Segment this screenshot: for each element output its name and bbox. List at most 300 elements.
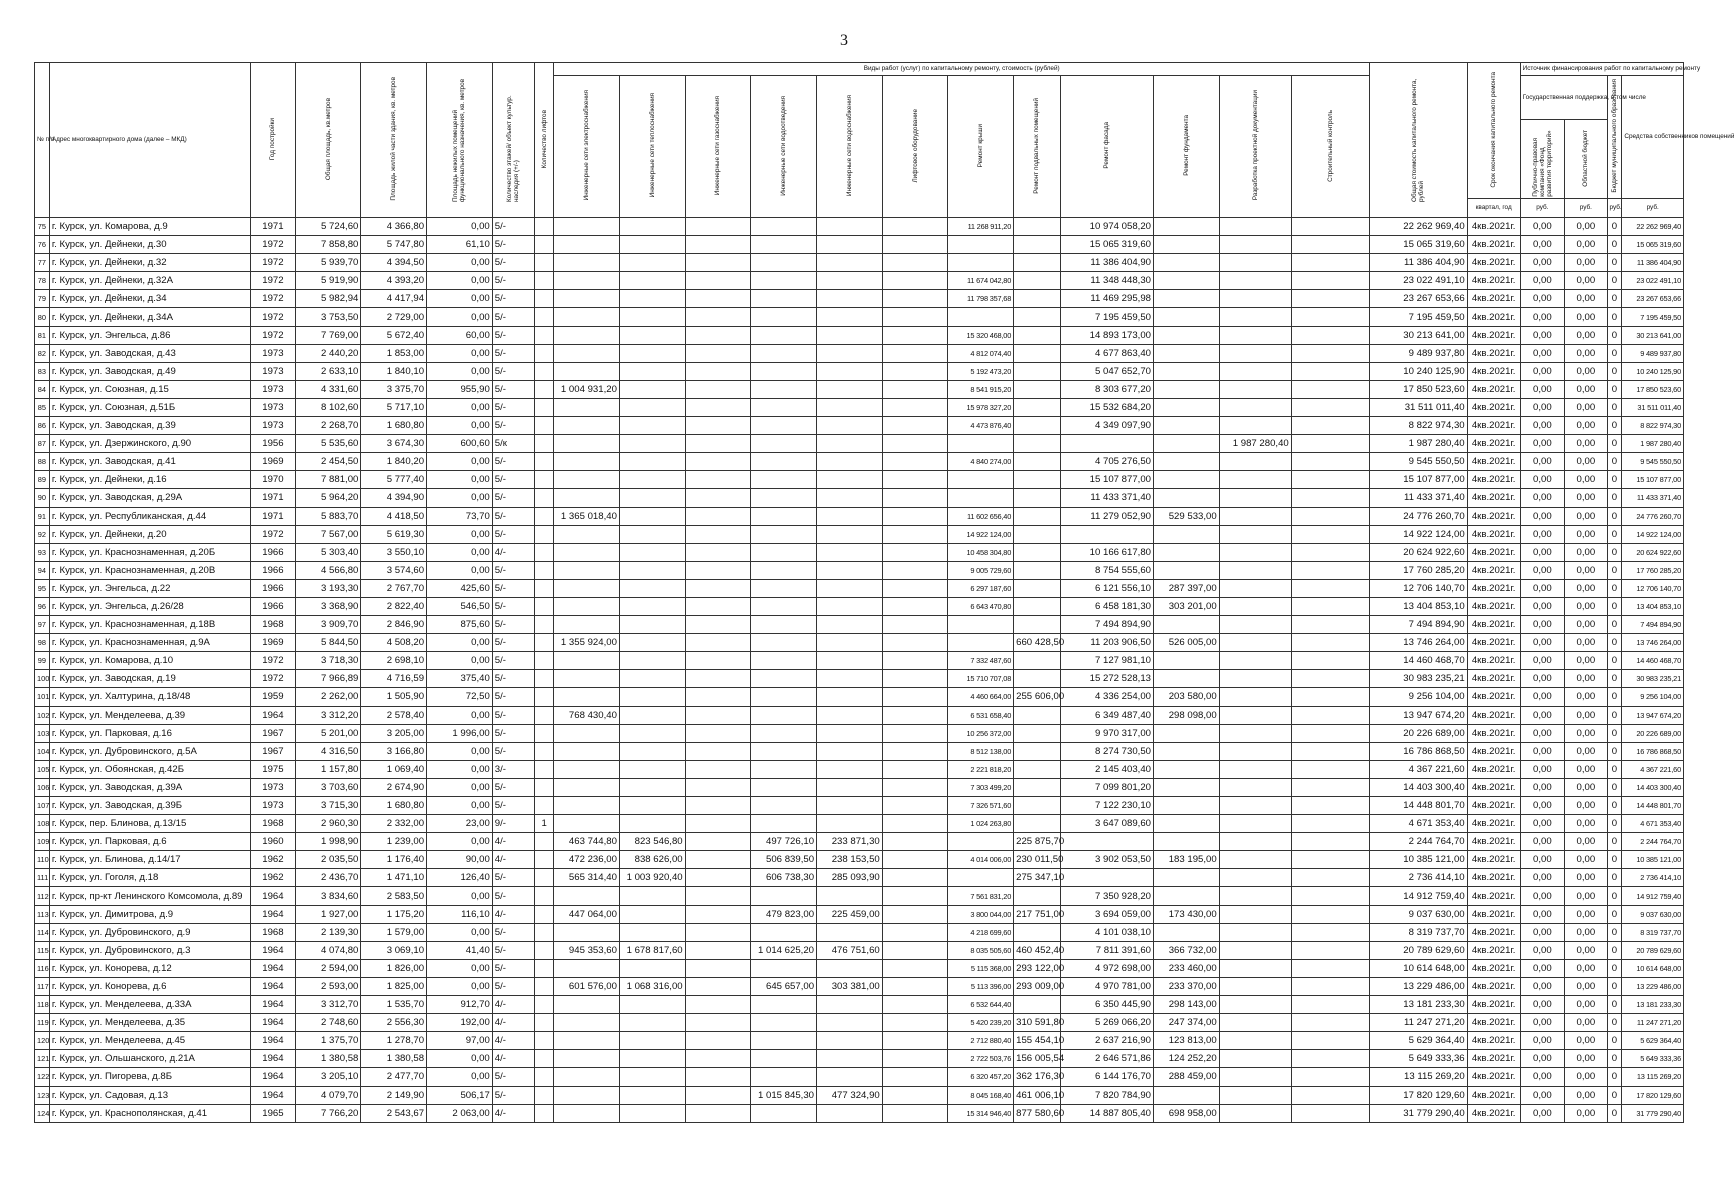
cell-total-area: 2 594,00 [295,959,361,977]
cell-cost-total: 14 912 759,40 [1370,887,1467,905]
cell-nonliving-area: 0,00 [427,760,493,778]
cell-cost-drain [751,435,817,453]
cell-fund: 0,00 [1520,308,1565,326]
cell-nonliving-area: 0,00 [427,344,493,362]
cell-municipal: 0 [1607,525,1622,543]
cell-owners: 10 240 125,90 [1622,362,1684,380]
cell-total-area: 7 858,80 [295,236,361,254]
cell-cost-lift [882,579,948,597]
cell-cost-gas [685,869,751,887]
cell-cost-heat [619,272,685,290]
cell-cost-facade: 3 694 059,00 [1060,905,1153,923]
cell-cost-control [1291,742,1369,760]
cell-deadline: 4кв.2021г. [1467,905,1520,923]
cell-cost-basement: 293 009,00 [1014,977,1061,995]
cell-cost-gas [685,706,751,724]
cell-cost-drain [751,688,817,706]
cell-cost-lift [882,923,948,941]
cell-living-area: 3 574,60 [361,561,427,579]
cell-year: 1964 [251,1086,296,1104]
cell-year: 1964 [251,887,296,905]
cell-cost-design [1219,1068,1291,1086]
cell-cost-heat [619,308,685,326]
cell-nonliving-area: 0,00 [427,453,493,471]
cell-regional: 0,00 [1565,579,1607,597]
cell-cost-heat [619,815,685,833]
cell-fund: 0,00 [1520,1104,1565,1122]
cell-deadline: 4кв.2021г. [1467,760,1520,778]
cell-cost-water [817,1068,883,1086]
cell-cost-design [1219,634,1291,652]
cell-cost-heat: 838 626,00 [619,851,685,869]
cell-total-area: 4 074,80 [295,941,361,959]
cell-municipal: 0 [1607,471,1622,489]
cell-cost-water [817,760,883,778]
cell-cost-total: 13 115 269,20 [1370,1068,1467,1086]
cell-total-area: 7 766,20 [295,1104,361,1122]
cell-cost-heat [619,489,685,507]
cell-nonliving-area: 1 996,00 [427,724,493,742]
cell-cost-heat [619,344,685,362]
cell-regional: 0,00 [1565,471,1607,489]
cell-row-number: 121 [35,1050,50,1068]
cell-deadline: 4кв.2021г. [1467,218,1520,236]
cell-nonliving-area: 90,00 [427,851,493,869]
cell-lifts [535,507,554,525]
cell-regional: 0,00 [1565,1068,1607,1086]
cell-cost-gas [685,525,751,543]
table-row [35,616,1684,634]
cell-cost-electro [554,236,620,254]
cell-living-area: 4 418,50 [361,507,427,525]
cell-cost-facade: 7 127 981,10 [1060,652,1153,670]
cell-row-number: 101 [35,688,50,706]
cell-cost-facade: 11 203 906,50 [1060,634,1153,652]
cell-nonliving-area: 73,70 [427,507,493,525]
cell-cost-design [1219,308,1291,326]
cell-cost-heat: 823 546,80 [619,833,685,851]
cell-row-number: 78 [35,272,50,290]
cell-cost-design [1219,887,1291,905]
cell-row-number: 97 [35,616,50,634]
cell-cost-lift [882,833,948,851]
cell-municipal: 0 [1607,579,1622,597]
cell-cost-foundation: 287 397,00 [1154,579,1220,597]
cell-cost-design [1219,1014,1291,1032]
cell-cost-facade: 15 107 877,00 [1060,471,1153,489]
cell-address: г. Курск, ул. Краснознаменная, д.20В [49,561,250,579]
cell-year: 1964 [251,959,296,977]
cell-cost-roof: 1 024 263,80 [948,815,1014,833]
cell-cost-roof [948,833,1014,851]
header-no: № п/п [35,63,50,218]
cell-floors: 5/- [492,742,534,760]
cell-cost-heat [619,507,685,525]
cell-cost-gas [685,923,751,941]
cell-cost-roof: 9 005 729,60 [948,561,1014,579]
cell-cost-design [1219,362,1291,380]
cell-fund: 0,00 [1520,1086,1565,1104]
cell-cost-heat [619,923,685,941]
cell-floors: 5/- [492,417,534,435]
header-drain: Инженерные сети водоотведения [751,76,817,218]
cell-nonliving-area: 61,10 [427,236,493,254]
cell-year: 1965 [251,1104,296,1122]
cell-total-area: 4 331,60 [295,380,361,398]
cell-owners: 20 226 689,00 [1622,724,1684,742]
table-row [35,380,1684,398]
cell-total-area: 3 205,10 [295,1068,361,1086]
cell-deadline: 4кв.2021г. [1467,453,1520,471]
cell-row-number: 102 [35,706,50,724]
cell-cost-basement [1014,616,1061,634]
cell-row-number: 96 [35,597,50,615]
cell-deadline: 4кв.2021г. [1467,380,1520,398]
cell-row-number: 103 [35,724,50,742]
cell-address: г. Курск, ул. Дейнеки, д.16 [49,471,250,489]
cell-cost-roof: 7 326 571,60 [948,797,1014,815]
cell-cost-electro [554,923,620,941]
cell-cost-foundation [1154,398,1220,416]
cell-cost-design [1219,489,1291,507]
cell-floors: 5/- [492,724,534,742]
cell-lifts [535,634,554,652]
cell-cost-water [817,670,883,688]
cell-cost-gas [685,833,751,851]
cell-cost-control [1291,869,1369,887]
cell-nonliving-area: 116,10 [427,905,493,923]
table-row [35,742,1684,760]
cell-cost-heat [619,435,685,453]
cell-cost-control [1291,724,1369,742]
cell-municipal: 0 [1607,688,1622,706]
cell-owners: 7 494 894,90 [1622,616,1684,634]
cell-municipal: 0 [1607,362,1622,380]
cell-cost-water [817,815,883,833]
table-row [35,579,1684,597]
cell-cost-drain [751,742,817,760]
cell-floors: 5/- [492,1086,534,1104]
cell-address: г. Курск, ул. Краснознаменная, д.9А [49,634,250,652]
cell-cost-facade: 4 101 038,10 [1060,923,1153,941]
cell-deadline: 4кв.2021г. [1467,996,1520,1014]
cell-floors: 4/- [492,1050,534,1068]
cell-cost-facade: 3 647 089,60 [1060,815,1153,833]
cell-deadline: 4кв.2021г. [1467,543,1520,561]
cell-deadline: 4кв.2021г. [1467,290,1520,308]
cell-cost-electro: 1 365 018,40 [554,507,620,525]
cell-cost-electro [554,326,620,344]
cell-municipal: 0 [1607,326,1622,344]
cell-deadline: 4кв.2021г. [1467,815,1520,833]
cell-cost-heat [619,670,685,688]
cell-cost-heat: 1 003 920,40 [619,869,685,887]
cell-cost-electro: 1 355 924,00 [554,634,620,652]
cell-cost-water [817,236,883,254]
cell-owners: 10 614 648,00 [1622,959,1684,977]
cell-municipal: 0 [1607,489,1622,507]
cell-cost-facade [1060,869,1153,887]
cell-cost-basement [1014,453,1061,471]
cell-cost-control [1291,525,1369,543]
cell-regional: 0,00 [1565,977,1607,995]
cell-regional: 0,00 [1565,616,1607,634]
cell-cost-foundation [1154,760,1220,778]
table-row [35,254,1684,272]
cell-deadline: 4кв.2021г. [1467,1014,1520,1032]
cell-cost-foundation: 247 374,00 [1154,1014,1220,1032]
cell-cost-control [1291,923,1369,941]
cell-cost-roof: 2 722 503,76 [948,1050,1014,1068]
cell-cost-water [817,525,883,543]
cell-floors: 5/- [492,941,534,959]
header-nonliving-area: Площадь нежилых помещений функционального назначения, кв. метров [427,63,493,218]
cell-cost-design [1219,543,1291,561]
cell-cost-basement [1014,579,1061,597]
cell-cost-design [1219,579,1291,597]
cell-cost-lift [882,851,948,869]
cell-address: г. Курск, ул. Халтурина, д.18/48 [49,688,250,706]
cell-cost-roof: 10 458 304,80 [948,543,1014,561]
cell-cost-facade: 11 469 295,98 [1060,290,1153,308]
cell-lifts [535,290,554,308]
cell-cost-gas [685,959,751,977]
cell-cost-total: 14 448 801,70 [1370,797,1467,815]
cell-cost-design [1219,326,1291,344]
cell-cost-lift [882,326,948,344]
cell-nonliving-area: 0,00 [427,634,493,652]
cell-total-area: 3 718,30 [295,652,361,670]
cell-cost-facade: 10 166 617,80 [1060,543,1153,561]
header-address: Адрес многоквартирного дома (далее – МКД) [49,63,250,218]
cell-cost-roof: 5 113 396,00 [948,977,1014,995]
cell-cost-design [1219,254,1291,272]
cell-cost-heat [619,1068,685,1086]
cell-cost-drain [751,453,817,471]
cell-cost-basement: 230 011,50 [1014,851,1061,869]
cell-cost-electro [554,543,620,561]
cell-cost-water [817,489,883,507]
cell-cost-foundation: 203 580,00 [1154,688,1220,706]
cell-cost-control [1291,272,1369,290]
cell-row-number: 114 [35,923,50,941]
cell-municipal: 0 [1607,833,1622,851]
cell-nonliving-area: 41,40 [427,941,493,959]
cell-cost-electro [554,218,620,236]
cell-cost-water: 233 871,30 [817,833,883,851]
cell-cost-design [1219,905,1291,923]
cell-nonliving-area: 0,00 [427,1068,493,1086]
cell-address: г. Курск, ул. Конорева, д.12 [49,959,250,977]
cell-cost-gas [685,597,751,615]
cell-cost-control [1291,996,1369,1014]
cell-deadline: 4кв.2021г. [1467,688,1520,706]
cell-floors: 4/- [492,851,534,869]
cell-nonliving-area: 0,00 [427,362,493,380]
cell-cost-drain: 506 839,50 [751,851,817,869]
cell-living-area: 2 767,70 [361,579,427,597]
table-row [35,471,1684,489]
cell-address: г. Курск, ул. Парковая, д.6 [49,833,250,851]
cell-cost-total: 9 256 104,00 [1370,688,1467,706]
cell-living-area: 5 619,30 [361,525,427,543]
cell-nonliving-area: 126,40 [427,869,493,887]
cell-regional: 0,00 [1565,833,1607,851]
cell-year: 1966 [251,579,296,597]
cell-cost-drain [751,561,817,579]
header-electro: Инженерные сети электроснабжения [554,76,620,218]
cell-cost-drain [751,489,817,507]
cell-cost-heat [619,398,685,416]
cell-cost-water [817,996,883,1014]
cell-total-area: 3 193,30 [295,579,361,597]
cell-cost-roof: 3 800 044,00 [948,905,1014,923]
table-row [35,344,1684,362]
cell-cost-heat [619,616,685,634]
cell-floors: 4/- [492,996,534,1014]
cell-floors: 4/- [492,1014,534,1032]
cell-municipal: 0 [1607,417,1622,435]
cell-year: 1972 [251,652,296,670]
cell-cost-electro [554,670,620,688]
cell-cost-heat [619,362,685,380]
cell-cost-electro [554,525,620,543]
cell-owners: 17 850 523,60 [1622,380,1684,398]
cell-cost-gas [685,561,751,579]
cell-fund: 0,00 [1520,724,1565,742]
cell-fund: 0,00 [1520,218,1565,236]
cell-regional: 0,00 [1565,797,1607,815]
cell-floors: 4/- [492,543,534,561]
cell-cost-roof: 4 014 006,00 [948,851,1014,869]
cell-cost-heat [619,326,685,344]
cell-cost-electro [554,797,620,815]
cell-cost-design [1219,797,1291,815]
cell-regional: 0,00 [1565,380,1607,398]
cell-cost-basement [1014,380,1061,398]
cell-regional: 0,00 [1565,1014,1607,1032]
cell-cost-basement [1014,489,1061,507]
cell-cost-basement [1014,398,1061,416]
cell-cost-design [1219,597,1291,615]
cell-living-area: 4 394,50 [361,254,427,272]
cell-row-number: 87 [35,435,50,453]
cell-cost-electro: 768 430,40 [554,706,620,724]
cell-cost-heat [619,724,685,742]
cell-total-area: 2 454,50 [295,453,361,471]
cell-deadline: 4кв.2021г. [1467,362,1520,380]
cell-row-number: 82 [35,344,50,362]
cell-cost-lift [882,797,948,815]
cell-cost-facade: 15 532 684,20 [1060,398,1153,416]
cell-municipal: 0 [1607,218,1622,236]
cell-floors: 5/- [492,778,534,796]
cell-cost-foundation [1154,326,1220,344]
cell-cost-water [817,218,883,236]
cell-living-area: 1 826,00 [361,959,427,977]
cell-floors: 5/- [492,326,534,344]
cell-lifts [535,959,554,977]
cell-deadline: 4кв.2021г. [1467,417,1520,435]
cell-cost-heat [619,887,685,905]
cell-cost-roof: 5 115 368,00 [948,959,1014,977]
cell-cost-design [1219,652,1291,670]
cell-cost-total: 20 789 629,60 [1370,941,1467,959]
cell-cost-electro: 447 064,00 [554,905,620,923]
cell-lifts [535,236,554,254]
cell-cost-water [817,652,883,670]
cell-cost-foundation: 183 195,00 [1154,851,1220,869]
cell-lifts [535,923,554,941]
cell-nonliving-area: 875,60 [427,616,493,634]
cell-year: 1967 [251,724,296,742]
cell-cost-water [817,435,883,453]
cell-row-number: 116 [35,959,50,977]
cell-cost-lift [882,905,948,923]
cell-living-area: 2 477,70 [361,1068,427,1086]
cell-cost-heat [619,471,685,489]
cell-cost-design [1219,218,1291,236]
cell-cost-lift [882,1104,948,1122]
cell-year: 1964 [251,905,296,923]
cell-deadline: 4кв.2021г. [1467,435,1520,453]
cell-municipal: 0 [1607,996,1622,1014]
cell-cost-foundation [1154,236,1220,254]
cell-total-area: 3 312,20 [295,706,361,724]
cell-living-area: 1 840,20 [361,453,427,471]
cell-owners: 22 262 969,40 [1622,218,1684,236]
cell-cost-electro [554,254,620,272]
cell-year: 1971 [251,218,296,236]
cell-cost-drain: 1 015 845,30 [751,1086,817,1104]
table-row [35,453,1684,471]
cell-cost-drain [751,344,817,362]
cell-cost-foundation [1154,254,1220,272]
cell-cost-foundation [1154,471,1220,489]
cell-fund: 0,00 [1520,507,1565,525]
cell-living-area: 5 747,80 [361,236,427,254]
cell-cost-water [817,308,883,326]
cell-living-area: 1 278,70 [361,1032,427,1050]
cell-deadline: 4кв.2021г. [1467,579,1520,597]
cell-cost-design [1219,851,1291,869]
cell-cost-electro [554,1050,620,1068]
cell-cost-basement: 155 454,10 [1014,1032,1061,1050]
cell-cost-electro [554,1068,620,1086]
cell-owners: 9 489 937,80 [1622,344,1684,362]
cell-cost-foundation: 233 460,00 [1154,959,1220,977]
cell-living-area: 4 394,90 [361,489,427,507]
cell-owners: 20 789 629,60 [1622,941,1684,959]
cell-cost-basement [1014,254,1061,272]
cell-cost-facade: 5 269 066,20 [1060,1014,1153,1032]
cell-cost-foundation [1154,543,1220,561]
cell-cost-foundation: 366 732,00 [1154,941,1220,959]
cell-nonliving-area: 0,00 [427,742,493,760]
cell-owners: 9 256 104,00 [1622,688,1684,706]
cell-address: г. Курск, ул. Дейнеки, д.34А [49,308,250,326]
cell-living-area: 2 332,00 [361,815,427,833]
cell-owners: 2 736 414,10 [1622,869,1684,887]
cell-cost-gas [685,616,751,634]
cell-cost-roof [948,869,1014,887]
header-foundation: Ремонт фундамента [1154,76,1220,218]
cell-municipal: 0 [1607,1014,1622,1032]
cell-total-area: 3 312,70 [295,996,361,1014]
header-heat: Инженерные сети теплоснабжения [619,76,685,218]
cell-fund: 0,00 [1520,1050,1565,1068]
cell-fund: 0,00 [1520,543,1565,561]
